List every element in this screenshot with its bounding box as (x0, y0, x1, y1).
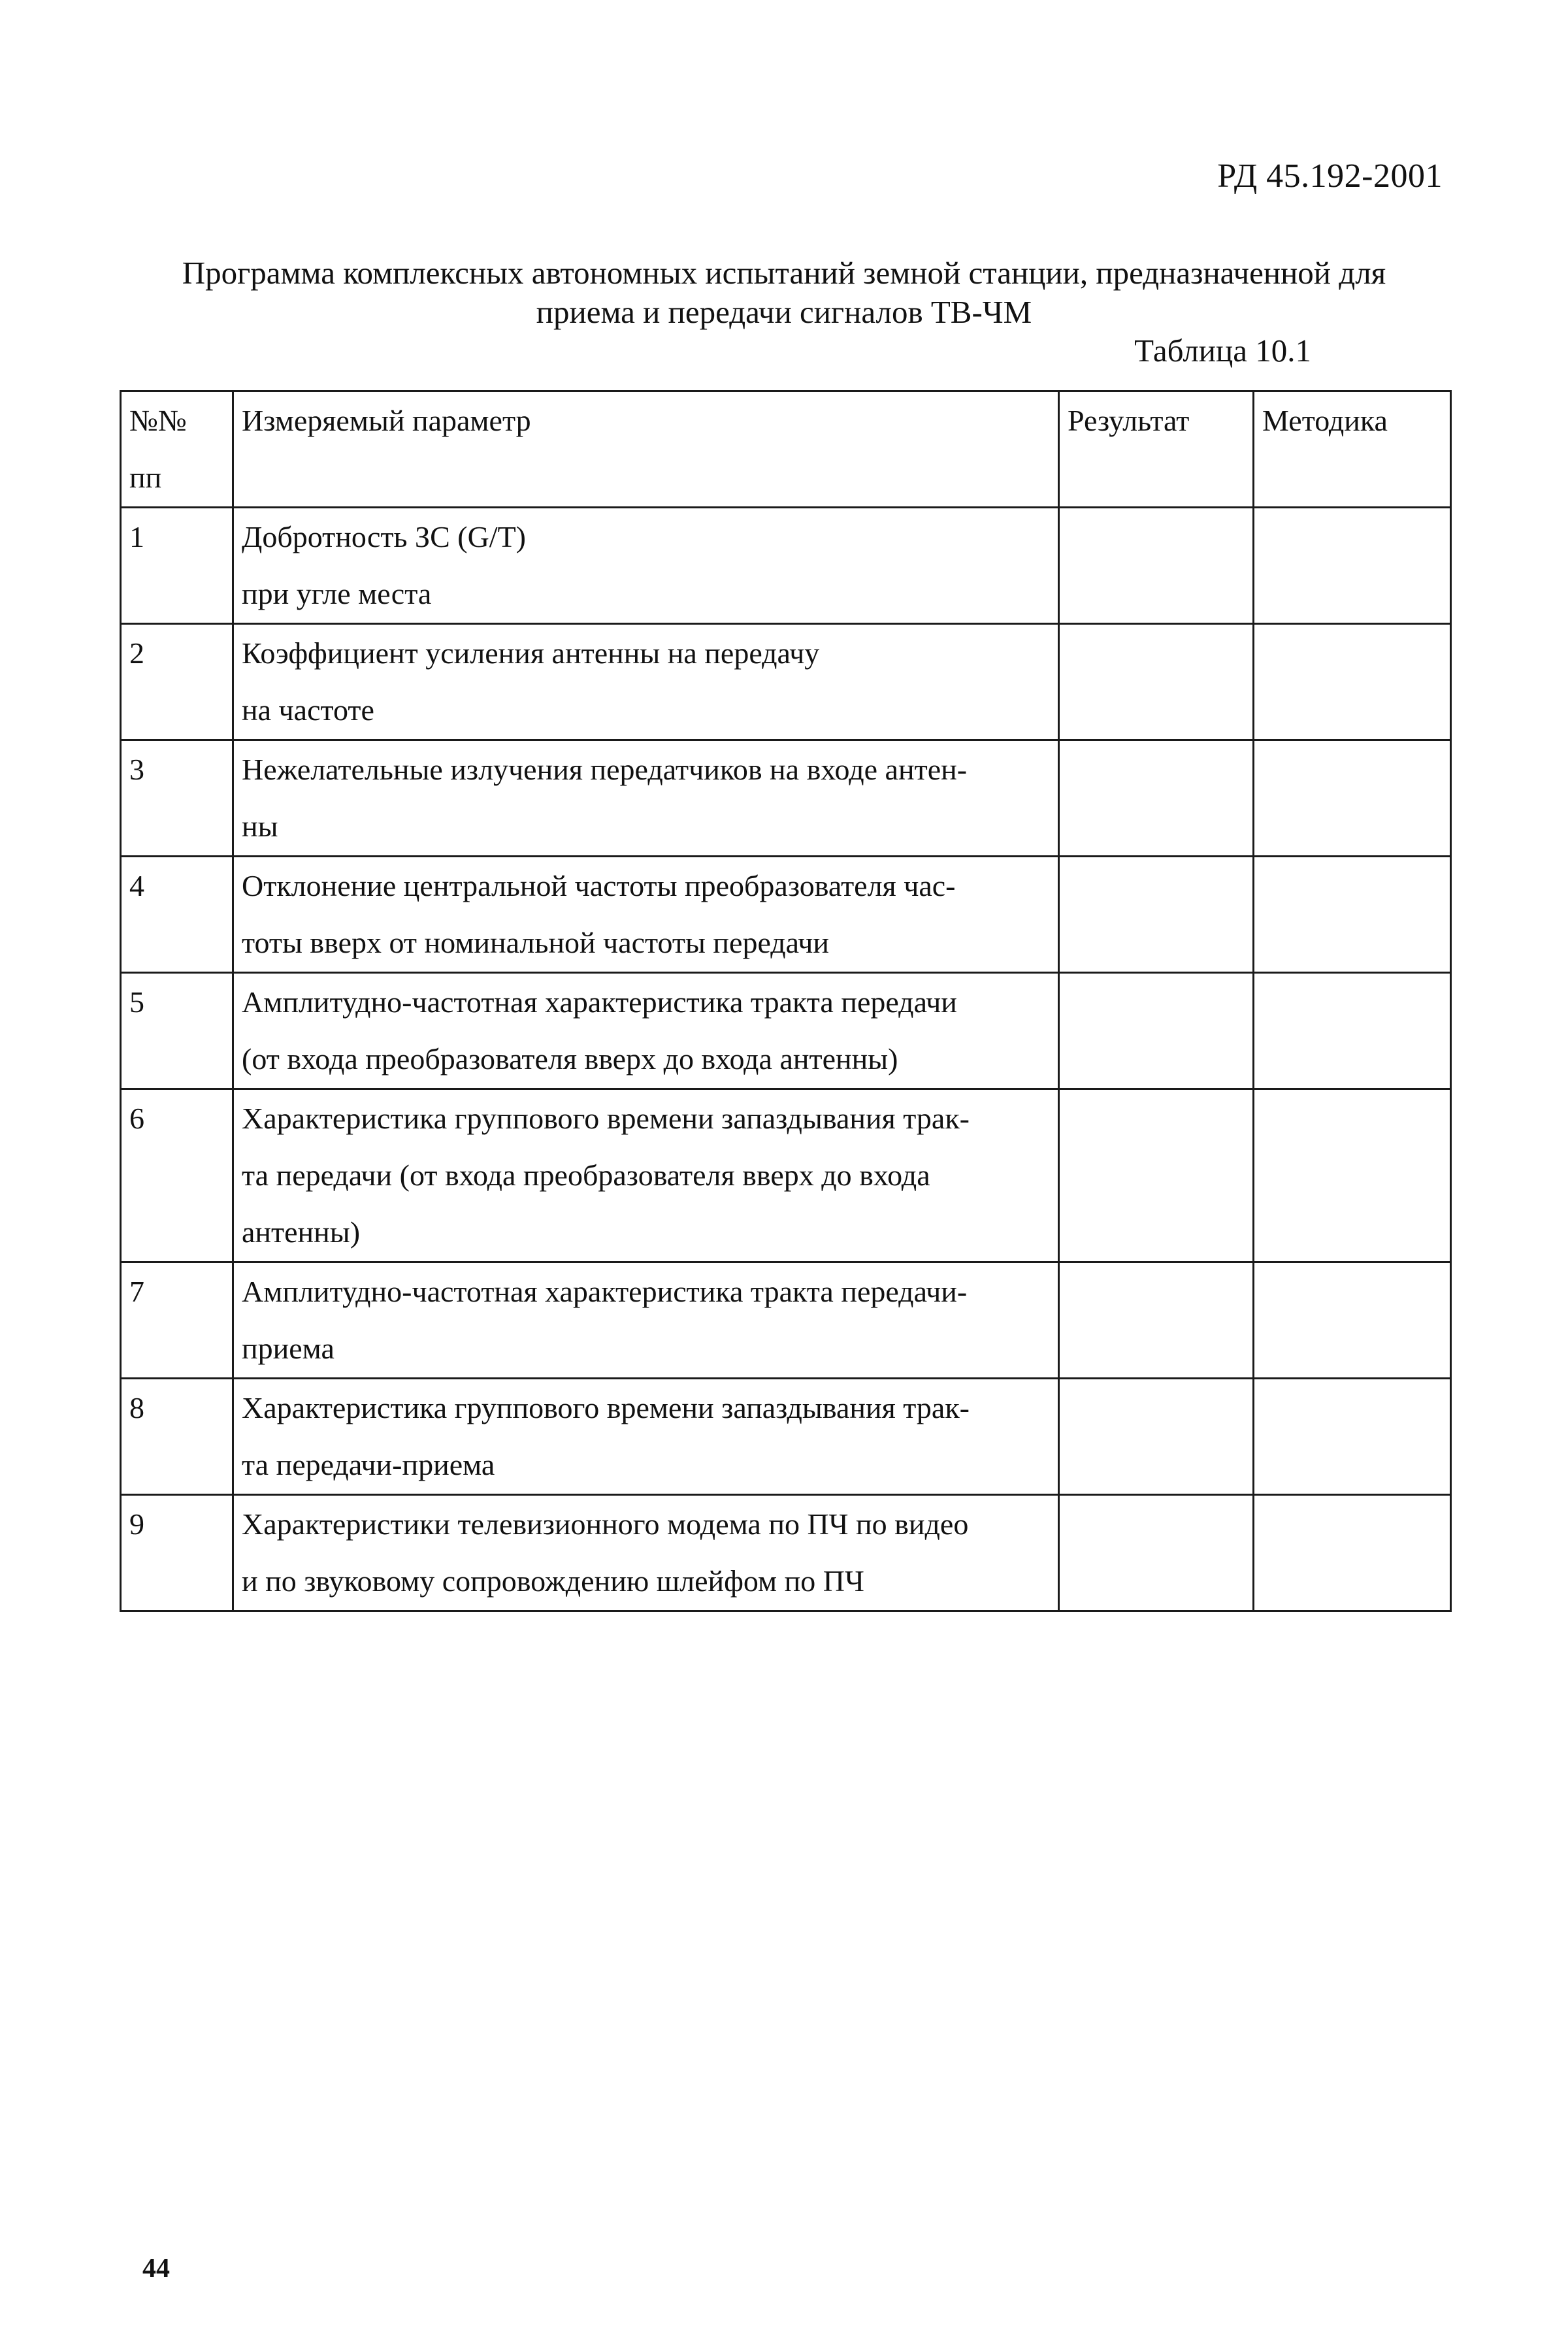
table-row (121, 624, 1451, 740)
row-result (1059, 857, 1254, 973)
page-number: 44 (142, 2254, 170, 2284)
row-result (1059, 1089, 1254, 1262)
row-num: 8 (121, 1379, 233, 1495)
row-result (1059, 1379, 1254, 1495)
row-num: 2 (121, 624, 233, 740)
page-title (105, 254, 1463, 332)
header-num: №№ пп (121, 391, 233, 508)
row-method (1254, 973, 1451, 1089)
row-method (1254, 1262, 1451, 1379)
row-num: 6 (121, 1089, 233, 1262)
table-row (121, 1495, 1451, 1611)
row-param: Амплитудно-частотная характеристика тракта передачи (от входа преобразователя вверх до входа антенны) (233, 973, 1059, 1089)
row-method (1254, 857, 1451, 973)
row-method (1254, 1495, 1451, 1611)
table-caption: Таблица 10.1 (1134, 333, 1311, 369)
table-row (121, 740, 1451, 857)
row-param: Отклонение центральной частоты преобразователя час- тоты вверх от номинальной частоты передачи (233, 857, 1059, 973)
header-result: Результат (1059, 391, 1254, 508)
row-result (1059, 508, 1254, 624)
row-method (1254, 1089, 1451, 1262)
row-num: 5 (121, 973, 233, 1089)
document-code: РД 45.192-2001 (1217, 157, 1443, 195)
row-result (1059, 1262, 1254, 1379)
row-result (1059, 973, 1254, 1089)
row-num: 4 (121, 857, 233, 973)
parameters-table (120, 390, 1452, 1612)
row-method (1254, 508, 1451, 624)
table-row (121, 508, 1451, 624)
row-num: 3 (121, 740, 233, 857)
row-result (1059, 740, 1254, 857)
page-title-line-1: Программа комплексных автономных испытаний земной станции, предназначенной для (182, 255, 1386, 291)
row-result (1059, 624, 1254, 740)
row-param: Характеристика группового времени запаздывания трак- та передачи (от входа преобразователя вверх до входа антенны) (233, 1089, 1059, 1262)
row-param: Характеристика группового времени запаздывания трак- та передачи-приема (233, 1379, 1059, 1495)
row-method (1254, 740, 1451, 857)
row-num: 1 (121, 508, 233, 624)
row-num: 9 (121, 1495, 233, 1611)
row-param: Нежелательные излучения передатчиков на входе антен- ны (233, 740, 1059, 857)
row-method (1254, 624, 1451, 740)
table-header-row (121, 391, 1451, 508)
row-result (1059, 1495, 1254, 1611)
table-row (121, 857, 1451, 973)
row-param: Амплитудно-частотная характеристика тракта передачи- приема (233, 1262, 1059, 1379)
table-row (121, 1379, 1451, 1495)
table-row (121, 1262, 1451, 1379)
header-method: Методика (1254, 391, 1451, 508)
table-row (121, 1089, 1451, 1262)
row-param: Коэффициент усиления антенны на передачу на частоте (233, 624, 1059, 740)
row-param: Добротность ЗС (G/T) при угле места (233, 508, 1059, 624)
row-param: Характеристики телевизионного модема по ПЧ по видео и по звуковому сопровождению шлейфом по ПЧ (233, 1495, 1059, 1611)
row-num: 7 (121, 1262, 233, 1379)
row-method (1254, 1379, 1451, 1495)
header-param: Измеряемый параметр (233, 391, 1059, 508)
table-row (121, 973, 1451, 1089)
page-title-line-2: приема и передачи сигналов ТВ-ЧМ (536, 294, 1032, 330)
